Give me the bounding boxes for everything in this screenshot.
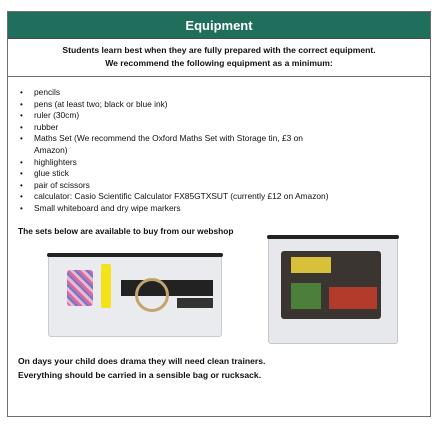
list-item: • pair of scissors	[20, 179, 90, 190]
list-item: • Maths Set (We recommend the Oxford Maths Set with Storage tin, £3 on	[20, 133, 303, 144]
maths-set-photo	[268, 236, 398, 344]
tape-icon	[135, 278, 169, 312]
list-item: • rubber	[20, 121, 59, 132]
list-item: • pens (at least two; black or blue ink)	[20, 98, 168, 109]
label-icon	[329, 287, 377, 309]
bullet-icon: •	[20, 134, 23, 144]
section-title: Equipment	[185, 17, 253, 33]
bullet-icon: •	[20, 157, 23, 167]
sharpener-icon	[177, 298, 213, 308]
list-item: • ruler (30cm)	[20, 110, 80, 121]
list-item: • highlighters	[20, 156, 77, 167]
bullet-icon: •	[20, 192, 23, 202]
label-icon	[291, 283, 321, 309]
list-item-continuation: Amazon)	[34, 144, 68, 155]
zip-icon	[267, 235, 399, 239]
footer-line-1: On days your child does drama they will need clean trainers.	[18, 355, 266, 366]
footer-notes	[18, 354, 418, 382]
bullet-icon: •	[20, 169, 23, 179]
list-item: • glue stick	[20, 168, 69, 179]
list-item: • Small whiteboard and dry wipe markers	[20, 202, 181, 213]
bullet-icon: •	[20, 88, 23, 97]
intro-line-1: Students learn best when they are fully prepared with the correct equipment.	[62, 45, 376, 55]
highlighter-icon	[101, 264, 111, 308]
bullet-icon: •	[20, 122, 23, 132]
product-photos	[18, 236, 418, 346]
intro-text	[8, 39, 430, 77]
list-item: • pencils	[20, 87, 61, 97]
webshop-note: The sets below are available to buy from our webshop	[18, 225, 234, 236]
equipment-card	[7, 11, 431, 417]
bullet-icon: •	[20, 111, 23, 121]
intro-line-2: We recommend the following equipment as a minimum:	[105, 58, 333, 68]
pencil-case-photo	[48, 255, 222, 337]
bullet-icon: •	[20, 99, 23, 109]
bullet-icon: •	[20, 180, 23, 190]
equipment-list	[18, 87, 418, 215]
list-item: • calculator: Casio Scientific Calculator FX85GTXSUT (currently £12 on Amazon)	[20, 191, 329, 202]
label-icon	[291, 257, 331, 273]
footer-line-2: Everything should be carried in a sensible bag or rucksack.	[18, 369, 262, 380]
section-header	[8, 12, 430, 39]
zip-icon	[47, 253, 223, 257]
pencil-icon	[67, 270, 93, 306]
bullet-icon: •	[20, 203, 23, 213]
content-body	[8, 77, 430, 382]
